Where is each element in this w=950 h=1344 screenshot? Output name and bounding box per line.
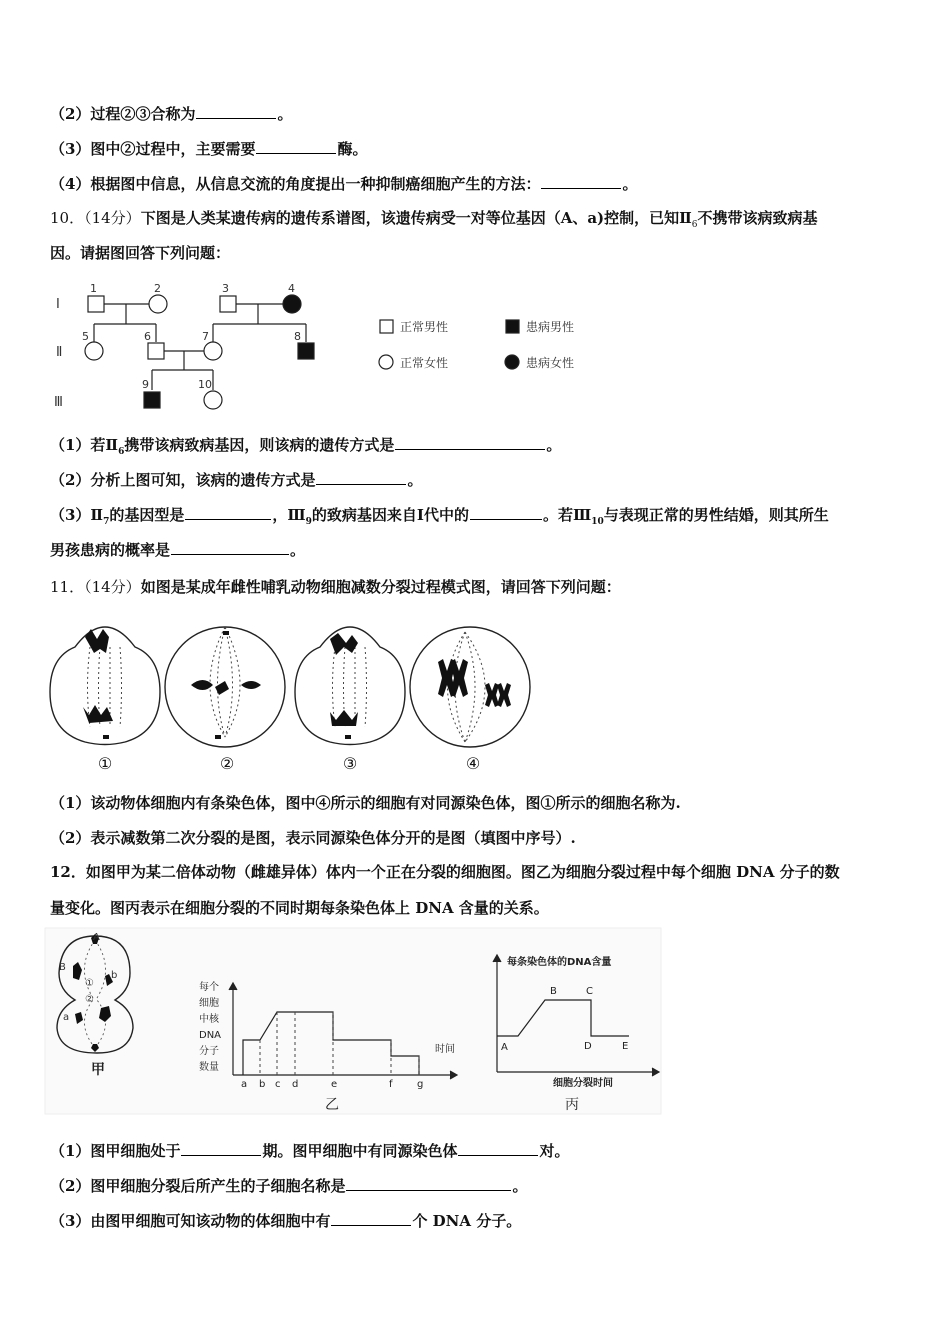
jia-mark: ① bbox=[85, 978, 94, 989]
answer-blank[interactable] bbox=[331, 1211, 411, 1226]
yi-ylabel-line: 中核 bbox=[199, 1014, 219, 1025]
yi-ylabel-line: 细胞 bbox=[199, 998, 219, 1009]
legend-label: 正常女性 bbox=[400, 356, 449, 370]
gen-label: Ⅲ bbox=[54, 395, 63, 410]
gen-label: Ⅱ bbox=[56, 345, 63, 360]
q10-stem-line2: 因。请据图回答下列问题： bbox=[50, 244, 231, 262]
person-number: 9 bbox=[142, 378, 149, 391]
q9-sub2: （2）过程②③合称为 。 bbox=[50, 105, 293, 123]
meiosis-cells-figure bbox=[45, 607, 545, 775]
bing-point: D bbox=[584, 1041, 592, 1052]
person-number: 10 bbox=[198, 378, 212, 391]
q9-sub4: （4）根据图中信息，从信息交流的角度提出一种抑制癌细胞产生的方法： 。 bbox=[50, 175, 638, 193]
answer-blank[interactable] bbox=[458, 1141, 538, 1156]
q9-sub3: （3）图中②过程中，主要需要 酶。 bbox=[50, 140, 368, 158]
bing-point: A bbox=[501, 1042, 508, 1053]
answer-blank[interactable] bbox=[316, 470, 406, 485]
person-number: 3 bbox=[222, 282, 229, 295]
q10-stem-line1: 10．（14分）下图是人类某遗传病的遗传系谱图，该遗传病受一对等位基因（A、a)控制，已知$Ⅱ_6$不携带该病致病基 bbox=[50, 209, 818, 230]
answer-blank[interactable] bbox=[181, 1141, 261, 1156]
person-number: 7 bbox=[202, 330, 209, 343]
yi-xlabel: 时间 bbox=[435, 1044, 455, 1055]
person-number: 1 bbox=[90, 282, 97, 295]
bing-point: B bbox=[550, 986, 557, 997]
person-number: 8 bbox=[294, 330, 301, 343]
answer-blank[interactable] bbox=[346, 1176, 511, 1191]
answer-blank[interactable] bbox=[395, 435, 545, 450]
q10-sub1: （1）若$Ⅱ_6$携带该病致病基因，则该病的遗传方式是 。 bbox=[50, 436, 562, 457]
answer-blank[interactable] bbox=[470, 505, 542, 520]
fig-bing-label: 丙 bbox=[565, 1097, 579, 1113]
yi-tick: b bbox=[259, 1079, 266, 1090]
bing-ylabel: 每条染色体的DNA含量 bbox=[507, 957, 612, 968]
q12-stem-line2: 量变化。图丙表示在细胞分裂的不同时期每条染色体上 DNA 含量的关系。 bbox=[50, 899, 549, 917]
q12-sub1: （1）图甲细胞处于 期。图甲细胞中有同源染色体 对。 bbox=[50, 1142, 570, 1160]
legend-label: 患病男性 bbox=[526, 320, 575, 334]
q10-sub2: （2）分析上图可知，该病的遗传方式是 。 bbox=[50, 471, 423, 489]
answer-blank[interactable] bbox=[196, 104, 276, 119]
q12-stem-line1: 12．如图甲为某二倍体动物（雌雄异体）体内一个正在分裂的细胞图。图乙为细胞分裂过程中每个细胞 DNA 分子的数 bbox=[50, 863, 840, 881]
legend-affected-female-icon bbox=[505, 355, 519, 369]
person-number: 5 bbox=[82, 330, 89, 343]
cell-label: ② bbox=[219, 754, 235, 773]
bing-xlabel: 细胞分裂时间 bbox=[553, 1078, 613, 1089]
person-number: 2 bbox=[154, 282, 161, 295]
yi-ylabel-line: DNA bbox=[199, 1030, 222, 1041]
q10-sub3-cont: 男孩患病的概率是 。 bbox=[50, 541, 306, 559]
gen-label: Ⅰ bbox=[56, 297, 60, 312]
answer-blank[interactable] bbox=[256, 139, 336, 154]
legend-normal-female-icon bbox=[379, 355, 393, 369]
q11-sub1: （1）该动物体细胞内有条染色体，图中④所示的细胞有对同源染色体，图①所示的细胞名称为. bbox=[50, 794, 681, 812]
fig-jia-label: 甲 bbox=[91, 1062, 105, 1078]
yi-ylabel-line: 每个 bbox=[199, 982, 219, 993]
legend-affected-male-icon bbox=[506, 320, 519, 333]
q11-stem: 11．（14分）如图是某成年雌性哺乳动物细胞减数分裂过程模式图，请回答下列问题： bbox=[50, 578, 621, 596]
yi-ylabel-line: 数量 bbox=[199, 1062, 219, 1073]
q12-sub2: （2）图甲细胞分裂后所产生的子细胞名称是 。 bbox=[50, 1177, 528, 1195]
jia-mark: a bbox=[63, 1012, 70, 1023]
legend-normal-male-icon bbox=[380, 320, 393, 333]
cell-label: ③ bbox=[342, 754, 358, 773]
person-number: 6 bbox=[144, 330, 151, 343]
answer-blank[interactable] bbox=[541, 174, 621, 189]
jia-mark: B bbox=[59, 962, 66, 973]
fig-yi-label: 乙 bbox=[325, 1097, 339, 1113]
q12-figures bbox=[45, 928, 663, 1116]
person-number: 4 bbox=[288, 282, 295, 295]
yi-ylabel-line: 分子 bbox=[199, 1046, 219, 1057]
legend-label: 患病女性 bbox=[526, 356, 575, 370]
yi-tick: g bbox=[417, 1079, 424, 1090]
bing-point: C bbox=[586, 986, 593, 997]
cell-4-outline bbox=[410, 627, 530, 747]
jia-mark: b bbox=[111, 970, 118, 981]
q12-sub3: （3）由图甲细胞可知该动物的体细胞中有 个 DNA 分子。 bbox=[50, 1212, 522, 1230]
pedigree-chart bbox=[50, 282, 610, 412]
cell-label: ① bbox=[97, 754, 113, 773]
answer-blank[interactable] bbox=[171, 540, 289, 555]
yi-tick: f bbox=[389, 1079, 393, 1090]
yi-tick: a bbox=[241, 1079, 248, 1090]
yi-tick: d bbox=[292, 1079, 299, 1090]
jia-mark: ② bbox=[85, 994, 94, 1005]
bing-point: E bbox=[622, 1041, 629, 1052]
yi-tick: c bbox=[275, 1079, 281, 1090]
cell-label: ④ bbox=[465, 754, 481, 773]
answer-blank[interactable] bbox=[185, 505, 271, 520]
jia-mark: A bbox=[93, 932, 100, 943]
q11-sub2: （2）表示减数第二次分裂的是图，表示同源染色体分开的是图（填图中序号）. bbox=[50, 829, 576, 847]
legend-label: 正常男性 bbox=[400, 320, 449, 334]
yi-tick: e bbox=[331, 1079, 338, 1090]
q10-sub3: $(3)Ⅱ_7$的基因型是 ，$Ⅲ_9$的致病基因来自Ⅰ代中的 。若$Ⅲ_{10}$与表现正常的男性结婚，则其所生 bbox=[50, 506, 829, 527]
